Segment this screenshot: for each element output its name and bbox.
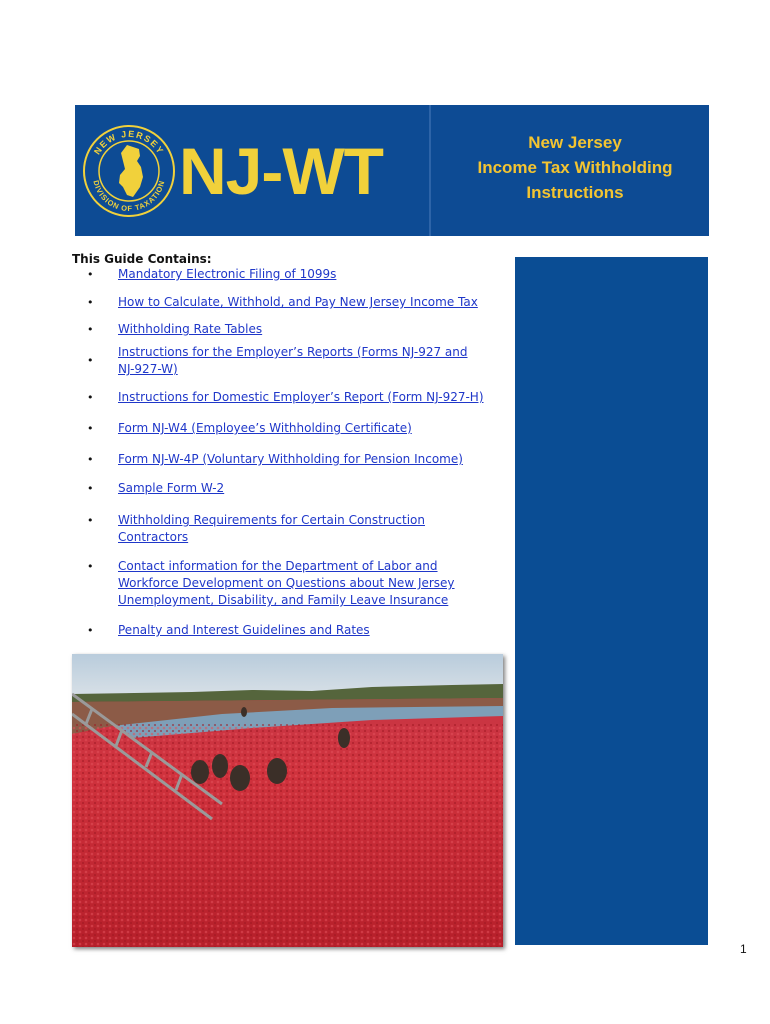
toc-link[interactable]: Withholding Requirements for Certain Construction Contractors: [118, 513, 425, 544]
contents-heading: This Guide Contains:: [72, 252, 212, 266]
bullet-icon: •: [87, 482, 94, 495]
bullet-icon: •: [87, 354, 94, 367]
banner-divider: [429, 105, 431, 236]
toc-link[interactable]: Withholding Rate Tables: [118, 322, 263, 336]
toc-link[interactable]: Sample Form W-2: [118, 481, 225, 495]
document-title: [455, 130, 695, 205]
nj-wt-logo-text: NJ-WT: [179, 134, 383, 208]
nj-division-of-taxation-seal: [83, 125, 175, 217]
cranberry-harvest-photo: [72, 654, 503, 947]
svg-text:DIVISION OF TAXATION: DIVISION OF TAXATION: [91, 179, 167, 214]
bullet-icon: •: [87, 422, 94, 435]
toc-link[interactable]: Form NJ-W-4P (Voluntary Withholding for Pension Income): [118, 452, 463, 466]
bullet-icon: •: [87, 624, 94, 637]
title-line: Income Tax Withholding: [477, 158, 673, 177]
page-number: 1: [740, 942, 747, 956]
svg-text:NEW JERSEY: NEW JERSEY: [92, 128, 166, 157]
header-banner: [75, 105, 709, 236]
title-line: Instructions: [526, 183, 624, 202]
side-panel: [515, 257, 708, 945]
title-line: New Jersey: [528, 133, 622, 152]
bullet-icon: •: [87, 514, 94, 527]
bullet-icon: •: [87, 560, 94, 573]
bullet-icon: •: [87, 296, 94, 309]
bullet-icon: •: [87, 323, 94, 336]
toc-link[interactable]: Form NJ-W4 (Employee’s Withholding Certificate): [118, 421, 412, 435]
toc-link[interactable]: Contact information for the Department of Labor and Workforce Development on Questions about New Jersey Unemployment, Disability, and Family Leave Insurance: [118, 559, 455, 607]
bullet-icon: •: [87, 391, 94, 404]
toc-link[interactable]: How to Calculate, Withhold, and Pay New Jersey Income Tax: [118, 295, 478, 309]
bullet-icon: •: [87, 268, 94, 281]
toc-link[interactable]: Instructions for Domestic Employer’s Report (Form NJ-927-H): [118, 390, 484, 404]
toc-link[interactable]: Mandatory Electronic Filing of 1099s: [118, 267, 337, 281]
bullet-icon: •: [87, 453, 94, 466]
toc-link[interactable]: Penalty and Interest Guidelines and Rates: [118, 623, 370, 637]
toc-link[interactable]: Instructions for the Employer’s Reports (Forms NJ-927 and NJ-927-W): [118, 345, 468, 376]
